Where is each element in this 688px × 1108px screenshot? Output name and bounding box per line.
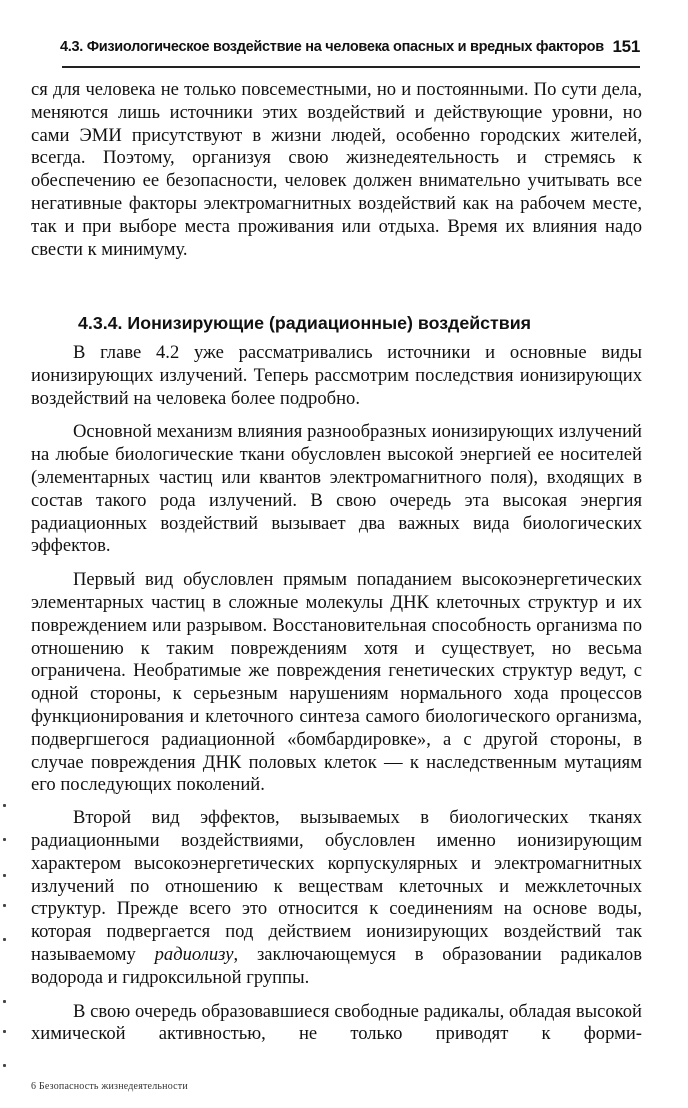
running-head bbox=[60, 37, 640, 59]
paragraph-continuation bbox=[31, 79, 642, 261]
margin-speck bbox=[3, 874, 6, 877]
section-heading: 4.3.4. Ионизирующие (радиационные) воздействия bbox=[78, 313, 531, 333]
paragraph-text: , заключающемуся в образовании радикалов водорода и гидроксильной группы. bbox=[31, 943, 642, 988]
page-footer: 6 Безопасность жизнедеятельности bbox=[31, 1081, 188, 1092]
paragraph: В свою очередь образовавшиеся свободные радикалы, обладая высокой химической активностью, не только приводят к форми- bbox=[31, 1000, 642, 1045]
header-rule bbox=[62, 66, 640, 68]
running-head-title: 4.3. Физиологическое воздействие на человека опасных и вредных факторов bbox=[60, 39, 604, 55]
paragraph: Первый вид обусловлен прямым попаданием высокоэнергетических элементарных частиц в сложные молекулы ДНК клеточных структур и их повреждением или разрывом. Восстановительная способность организма по отношению к таким повреждениям хотя и существует, но весьма ограничена. Необратимые же повреждения генетических структур ведут, с одной стороны, к серьезным нарушениям нормального хода процессов функционирования и клеточного синтеза самого биологического организма, подвергшегося радиационной «бомбардировке», а с другой стороны, в случае повреждения ДНК половых клеток — к наследственным мутациям его последующих поколений. bbox=[31, 569, 642, 796]
paragraph: Основной механизм влияния разнообразных ионизирующих излучений на любые биологические ткани обусловлен высокой энергией ее носителей (элементарных частиц или квантов электромагнитного поля), входящих в состав такого рода излучений. В свою очередь эта высокая энергия радиационных воздействий вызывает два важных вида биологических эффектов. bbox=[31, 421, 642, 557]
paragraph: ся для человека не только повсеместными, но и постоянными. По сути дела, меняются лишь источники этих воздействий и действующие уровни, но сами ЭМИ присутствуют в жизни людей, особенно городских жителей, всегда. Поэтому, организуя свою жизнедеятельность и стремясь к обеспечению ее безопасности, человек должен внимательно учитывать все негативные факторы электромагнитных воздействий как на рабочем месте, так и при выборе места проживания или отдыха. Время их влияния надо свести к минимуму. bbox=[31, 79, 642, 260]
margin-speck bbox=[3, 1030, 6, 1033]
margin-speck bbox=[3, 804, 6, 807]
margin-speck bbox=[3, 938, 6, 941]
paragraph bbox=[31, 807, 642, 989]
page-number: 151 bbox=[612, 37, 640, 56]
paragraph: В главе 4.2 уже рассматривались источники и основные виды ионизирующих излучений. Теперь рассмотрим последствия ионизирующих воздействий на человека более подробно. bbox=[31, 342, 642, 409]
margin-speck bbox=[3, 904, 6, 907]
margin-speck bbox=[3, 1000, 6, 1003]
margin-speck bbox=[3, 1064, 6, 1067]
body-text bbox=[31, 342, 642, 1046]
paragraph-text: Второй вид эффектов, вызываемых в биологических тканях радиационными воздействиями, обусловлен именно ионизирующим характером высокоэнергетических корпускулярных и электромагнитных излучений по отношению к веществам клеточных и межклеточных структур. Прежде всего это относится к соединениям на основе воды, которая подвергается под действием ионизирующих воздействий так называемому bbox=[31, 807, 642, 965]
margin-speck bbox=[3, 838, 6, 841]
italic-term: радиолизу bbox=[154, 943, 234, 965]
